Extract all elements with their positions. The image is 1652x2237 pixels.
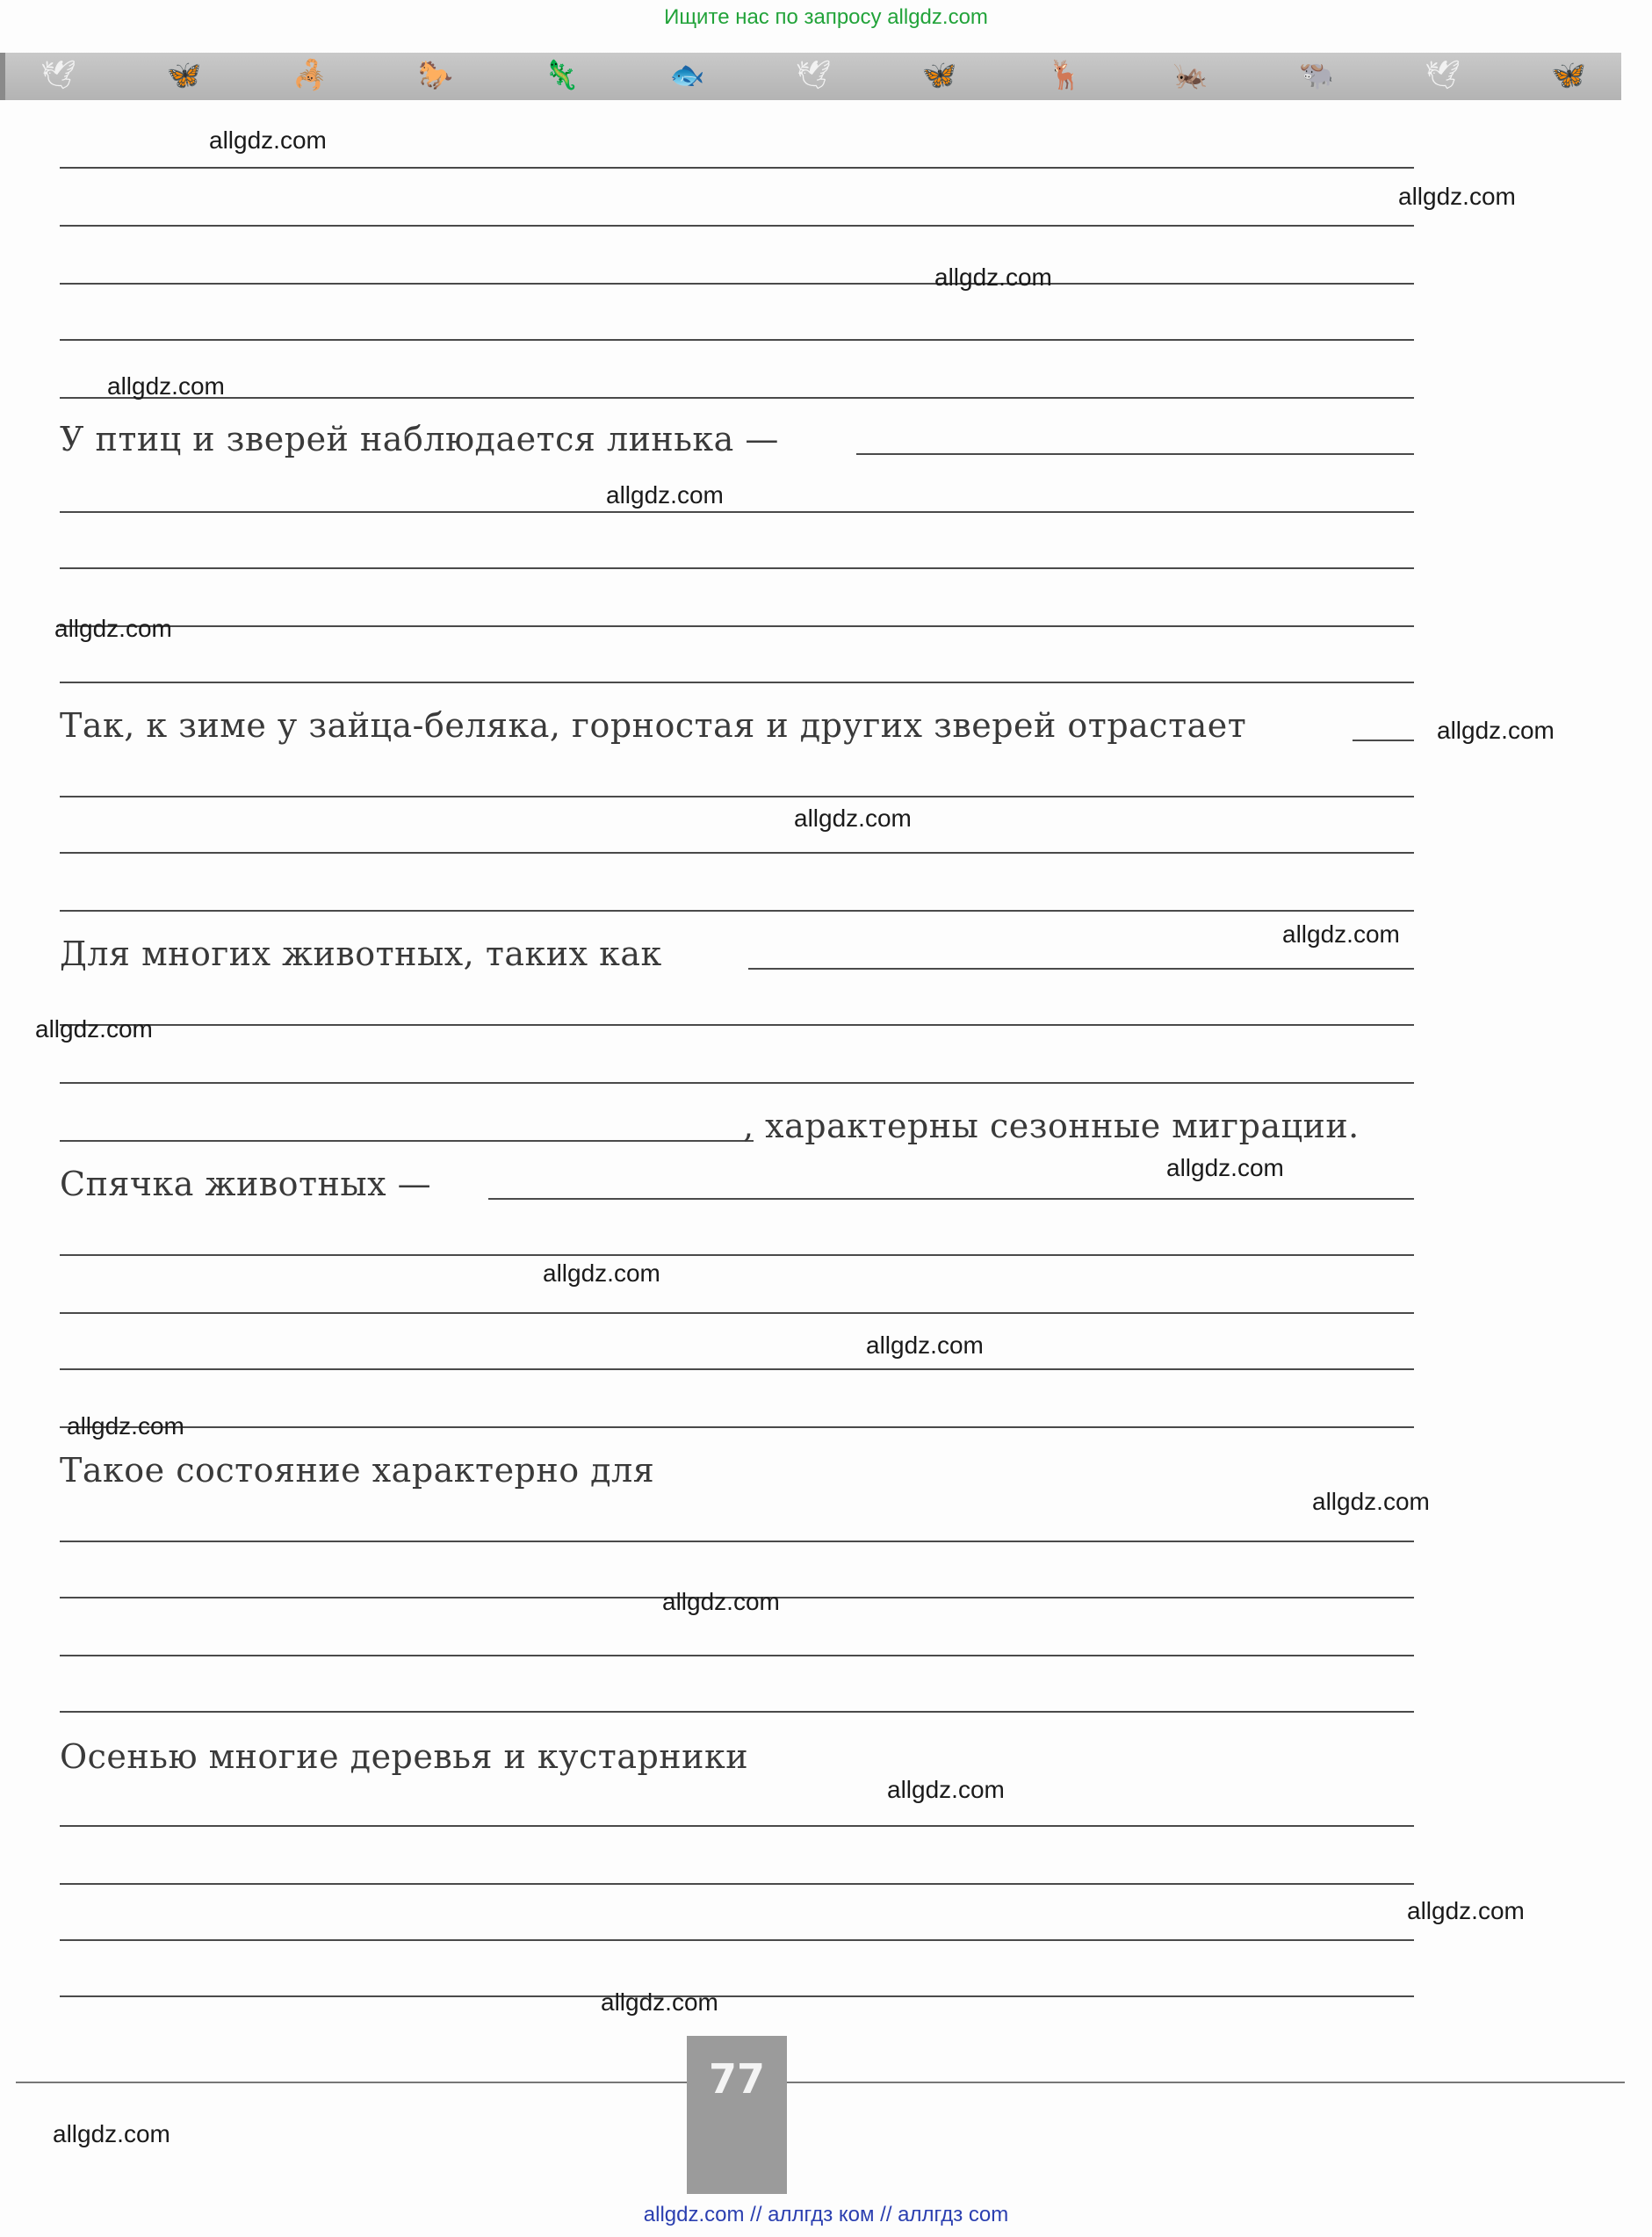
watermark: allgdz.com xyxy=(1437,717,1555,744)
answer-line[interactable] xyxy=(60,852,1414,854)
answer-line[interactable] xyxy=(488,1198,1414,1200)
answer-line[interactable] xyxy=(60,1655,1414,1656)
answer-line[interactable] xyxy=(60,1883,1414,1885)
watermark: allgdz.com xyxy=(1407,1897,1525,1924)
answer-line[interactable] xyxy=(60,397,1414,399)
answer-line[interactable] xyxy=(60,1368,1414,1370)
watermark: allgdz.com xyxy=(1282,920,1400,948)
prompt-migration-intro: Для многих животных, таких как xyxy=(60,934,662,973)
watermark: allgdz.com xyxy=(53,2120,170,2147)
watermark: allgdz.com xyxy=(107,372,225,400)
watermark: allgdz.com xyxy=(209,126,327,154)
answer-line[interactable] xyxy=(60,1711,1414,1713)
prompt-state: Такое состояние характерно для xyxy=(60,1451,655,1490)
answer-line[interactable] xyxy=(60,339,1414,341)
watermark: allgdz.com xyxy=(606,481,724,509)
watermark: allgdz.com xyxy=(543,1259,660,1287)
answer-line[interactable] xyxy=(60,682,1414,683)
answer-line[interactable] xyxy=(856,453,1414,455)
watermark: allgdz.com xyxy=(1312,1488,1430,1515)
watermark: allgdz.com xyxy=(1166,1154,1284,1181)
watermark: allgdz.com xyxy=(54,615,172,642)
answer-line[interactable] xyxy=(60,625,1414,627)
watermark: allgdz.com xyxy=(662,1588,780,1615)
prompt-winter-fur: Так, к зиме у зайца-беляка, горностая и других зверей отрастает xyxy=(60,706,1247,745)
answer-line[interactable] xyxy=(60,910,1414,912)
butterfly-icon: 🦋 xyxy=(921,58,957,91)
watermark: allgdz.com xyxy=(887,1776,1005,1803)
answer-line[interactable] xyxy=(60,567,1414,569)
watermark: allgdz.com xyxy=(866,1331,984,1359)
answer-line[interactable] xyxy=(60,1541,1414,1542)
prompt-autumn: Осенью многие деревья и кустарники xyxy=(60,1737,749,1776)
bird-icon: 🕊 xyxy=(40,58,76,91)
answer-line[interactable] xyxy=(60,167,1414,169)
prompt-migration-end: , характерны сезонные миграции. xyxy=(743,1107,1360,1145)
answer-line[interactable] xyxy=(60,1825,1414,1827)
answer-line[interactable] xyxy=(60,225,1414,227)
lizard-icon: 🦎 xyxy=(544,58,580,91)
answer-line[interactable] xyxy=(748,968,1414,970)
horse-icon: 🐎 xyxy=(418,58,454,91)
butterfly-icon: 🦋 xyxy=(1551,58,1586,91)
prompt-hibernation: Спячка животных — xyxy=(60,1165,432,1203)
prompt-molting: У птиц и зверей наблюдается линька — xyxy=(60,420,779,458)
answer-line[interactable] xyxy=(60,1140,754,1142)
bird-icon: 🕊 xyxy=(1425,58,1461,91)
watermark: allgdz.com xyxy=(1398,183,1516,210)
top-banner[interactable]: Ищите нас по запросу allgdz.com xyxy=(664,5,988,29)
bird-icon: 🕊 xyxy=(795,58,832,91)
answer-line[interactable] xyxy=(60,1426,1414,1428)
bison-icon: 🐃 xyxy=(1298,58,1334,91)
fish-icon: 🐟 xyxy=(669,58,705,91)
answer-line[interactable] xyxy=(60,796,1414,797)
watermark: allgdz.com xyxy=(794,805,912,832)
butterfly-icon: 🦋 xyxy=(166,58,202,91)
answer-line[interactable] xyxy=(60,1312,1414,1314)
watermark: allgdz.com xyxy=(934,263,1052,291)
insect-icon: 🦗 xyxy=(1172,58,1208,91)
answer-line[interactable] xyxy=(60,1995,1414,1997)
answer-line[interactable] xyxy=(60,1254,1414,1256)
scorpion-icon: 🦂 xyxy=(292,58,328,91)
bottom-banner[interactable]: allgdz.com // аллгдз ком // аллгдз com xyxy=(643,2203,1009,2226)
watermark: allgdz.com xyxy=(67,1412,184,1440)
watermark: allgdz.com xyxy=(35,1015,153,1043)
answer-line[interactable] xyxy=(60,1082,1414,1084)
deer-icon: 🦌 xyxy=(1047,58,1083,91)
page-number: 77 xyxy=(708,2055,765,2103)
watermark: allgdz.com xyxy=(601,1988,718,2016)
answer-line[interactable] xyxy=(60,1939,1414,1941)
answer-line[interactable] xyxy=(1353,740,1414,741)
answer-line[interactable] xyxy=(60,1024,1414,1026)
answer-line[interactable] xyxy=(60,511,1414,513)
decorative-animal-strip xyxy=(0,53,1621,100)
answer-line[interactable] xyxy=(60,283,1414,285)
footer-rule xyxy=(16,2082,1625,2083)
